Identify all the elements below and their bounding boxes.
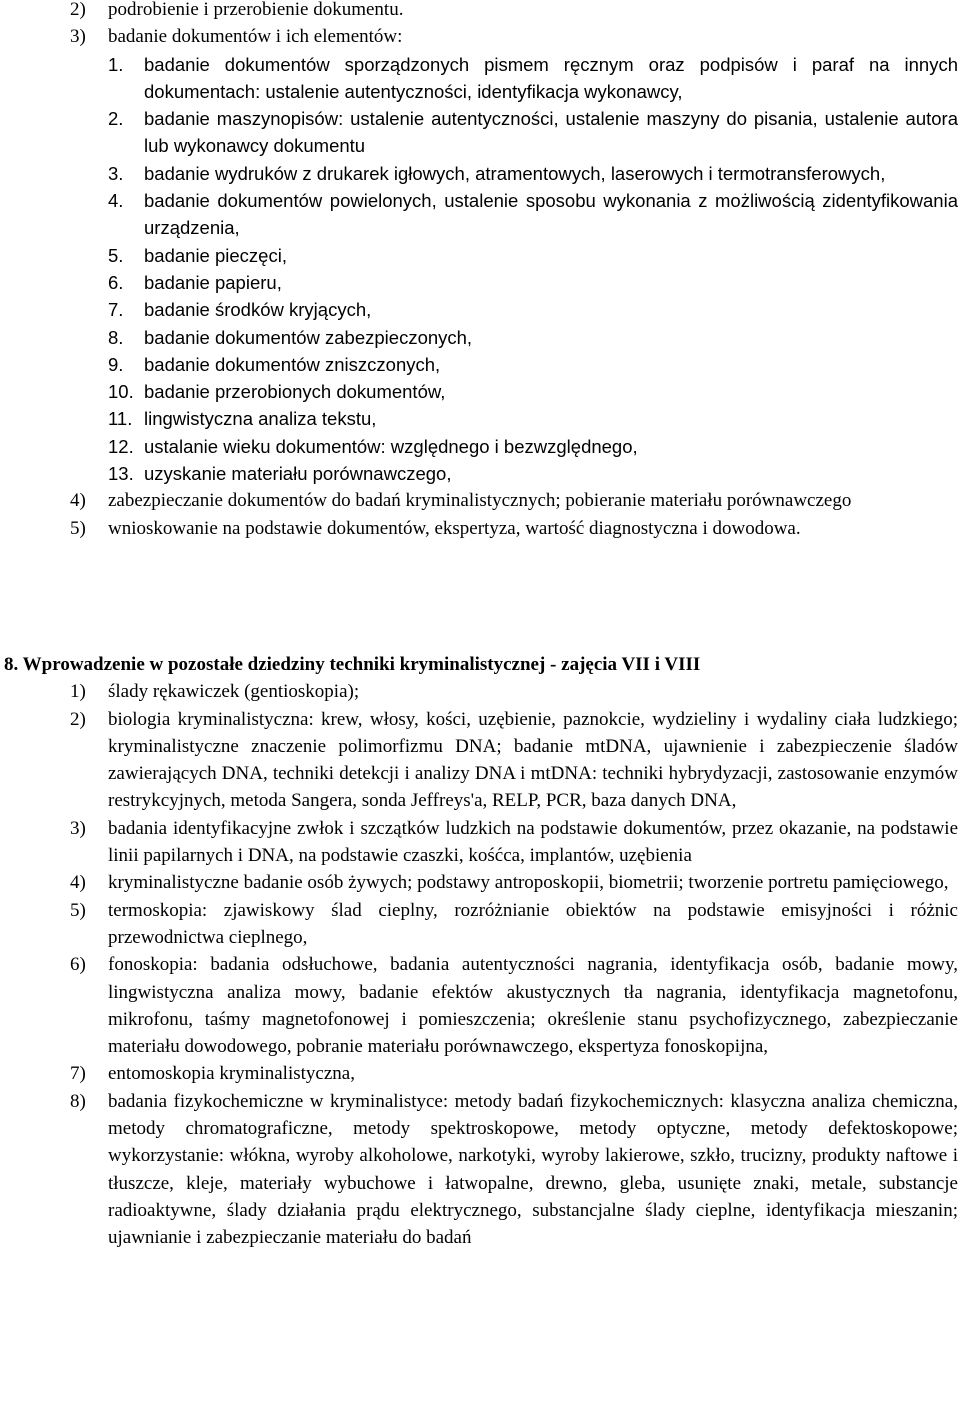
item-text: zabezpieczanie dokumentów do badań kryminalistycznych; pobieranie materiału porównawczego <box>108 490 852 512</box>
item-number: 4. <box>108 190 124 212</box>
sub-list-item <box>108 433 958 460</box>
item-text: ustalanie wieku dokumentów: względnego i bezwzględnego, <box>144 435 638 457</box>
item-text: badania identyfikacyjne zwłok i szczątków ludzkich na podstawie dokumentów, przez okazanie, na podstawie linii papilarnych i DNA, na podstawie czaszki, kośćca, implantów, uzębienia <box>108 817 958 867</box>
sub-list-item <box>108 269 958 296</box>
item-number: 7) <box>70 1063 86 1085</box>
item-text: badanie papieru, <box>144 271 282 293</box>
item-text: termoskopia: zjawiskowy ślad cieplny, rozróżnianie obiektów na podstawie emisyjności i różnic przewodnictwa cieplnego, <box>108 899 958 948</box>
item-text: badanie dokumentów i ich elementów: <box>108 26 403 48</box>
item-number: 12. <box>108 435 134 457</box>
item-text: wnioskowanie na podstawie dokumentów, ekspertyza, wartość diagnostyczna i dowodowa. <box>108 517 801 539</box>
item-number: 1) <box>70 681 86 703</box>
section-8 <box>0 651 958 1252</box>
top-block <box>0 0 958 542</box>
sub-list-item <box>108 405 958 432</box>
item-number: 5. <box>108 244 124 266</box>
item-text: badanie dokumentów zabezpieczonych, <box>144 326 473 348</box>
sub-list-item <box>108 187 958 242</box>
list-item <box>70 706 958 815</box>
item-number: 13. <box>108 463 134 485</box>
item-text: badania fizykochemiczne w kryminalistyce: metody badań fizykochemicznych: klasyczna analiza chemiczna, metody chromatograficzne, metody spektroskopowe, metody optyczne, metody defektoskopowe; wykorzystanie: włókna, wyroby alkoholowe, narkotyki, wyroby lakierowe, szkło, trucizny, produkty naftowe i tłuszcze, kleje, materiały wybuchowe i łatwopalne, drewno, gleba, usunięte znaki, metale, substancje radioaktywne, ślady działania prądu elektrycznego, substancjalne ślady cieplne, identyfikacja mieszanin; ujawnianie i zabezpieczanie materiału do badań <box>108 1090 958 1249</box>
list-item <box>70 869 958 896</box>
item-number: 8. <box>108 326 124 348</box>
item-text: uzyskanie materiału porównawczego, <box>144 463 452 485</box>
item-text: badanie dokumentów zniszczonych, <box>144 353 441 375</box>
item-text: badanie dokumentów powielonych, ustalenie sposobu wykonania z możliwością zidentyfikowania urządzenia, <box>144 190 958 239</box>
item-number: 8) <box>70 1090 86 1112</box>
sub-list-item <box>108 242 958 269</box>
item-text: podrobienie i przerobienie dokumentu. <box>108 0 404 20</box>
section-heading: 8. Wprowadzenie w pozostałe dziedziny techniki kryminalistycznej - zajęcia VII i VIII <box>4 654 701 675</box>
sub-list-item <box>108 51 958 106</box>
list-item <box>70 23 958 50</box>
sub-list-item <box>108 296 958 323</box>
sub-list-item <box>108 351 958 378</box>
list-item <box>70 678 958 705</box>
list-item <box>70 515 958 542</box>
sub-list-item <box>108 105 958 160</box>
sub-list-item <box>108 460 958 487</box>
item-number: 1. <box>108 53 124 75</box>
sub-list-item <box>108 378 958 405</box>
item-number: 3. <box>108 162 124 184</box>
sub-list <box>0 51 958 488</box>
item-text: badanie wydruków z drukarek igłowych, atramentowych, laserowych i termotransferowych, <box>144 162 886 184</box>
item-number: 3) <box>70 26 86 48</box>
item-number: 2. <box>108 108 124 130</box>
item-number: 2) <box>70 708 86 730</box>
item-text: badanie przerobionych dokumentów, <box>144 381 446 403</box>
item-number: 6) <box>70 954 86 976</box>
item-text: entomoskopia kryminalistyczna, <box>108 1063 355 1085</box>
item-text: badanie środków kryjących, <box>144 299 372 321</box>
item-number: 4) <box>70 872 86 894</box>
item-text: badanie maszynopisów: ustalenie autentyczności, ustalenie maszyny do pisania, ustalenie autora lub wykonawcy dokumentu <box>144 108 958 157</box>
list-item <box>70 951 958 1060</box>
item-text: badanie pieczęci, <box>144 244 287 266</box>
item-number: 2) <box>70 0 86 20</box>
item-number: 4) <box>70 490 86 512</box>
item-number: 11. <box>108 408 133 430</box>
list-item <box>70 487 958 514</box>
item-text: kryminalistyczne badanie osób żywych; podstawy antroposkopii, biometrii; tworzenie portretu pamięciowego, <box>108 872 949 894</box>
item-text: fonoskopia: badania odsłuchowe, badania autentyczności nagrania, identyfikacja osób, badanie mowy, lingwistyczna analiza mowy, badanie efektów akustycznych tła nagrania, identyfikacja magnetofonu, mikrofonu, taśmy magnetofonowej i pomieszczenia; określenie stanu psychofizycznego, zabezpieczanie materiału dowodowego, pobranie materiału porównawczego, ekspertyza fonoskopijna, <box>108 954 958 1058</box>
item-number: 6. <box>108 271 124 293</box>
item-number: 7. <box>108 299 124 321</box>
list-item <box>70 0 958 23</box>
item-text: biologia kryminalistyczna: krew, włosy, kości, uzębienie, paznokcie, wydzieliny i wydaliny ciała ludzkiego; kryminalistyczne znaczenie polimorfizmu DNA; badanie mtDNA, ujawnienie i zabezpieczenie śladów zawierających DNA, techniki detekcji i analizy DNA i mtDNA: techniki hybrydyzacji, zastosowanie enzymów restrykcyjnych, metoda Sangera, sonda Jeffreys'a, RELP, PCR, baza danych DNA, <box>108 708 958 812</box>
item-number: 9. <box>108 353 124 375</box>
item-number: 10. <box>108 381 134 403</box>
item-text: lingwistyczna analiza tekstu, <box>144 408 377 430</box>
item-text: badanie dokumentów sporządzonych pismem ręcznym oraz podpisów i paraf na innych dokumentach: ustalenie autentyczności, identyfikacja wykonawcy, <box>144 53 958 102</box>
list-item <box>70 815 958 870</box>
item-number: 3) <box>70 817 86 839</box>
list-item <box>70 1088 958 1252</box>
sub-list-item <box>108 324 958 351</box>
item-number: 5) <box>70 517 86 539</box>
item-number: 5) <box>70 899 86 921</box>
item-text: ślady rękawiczek (gentioskopia); <box>108 681 360 703</box>
list-item <box>70 1060 958 1087</box>
list-item <box>70 897 958 952</box>
sub-list-item <box>108 160 958 187</box>
